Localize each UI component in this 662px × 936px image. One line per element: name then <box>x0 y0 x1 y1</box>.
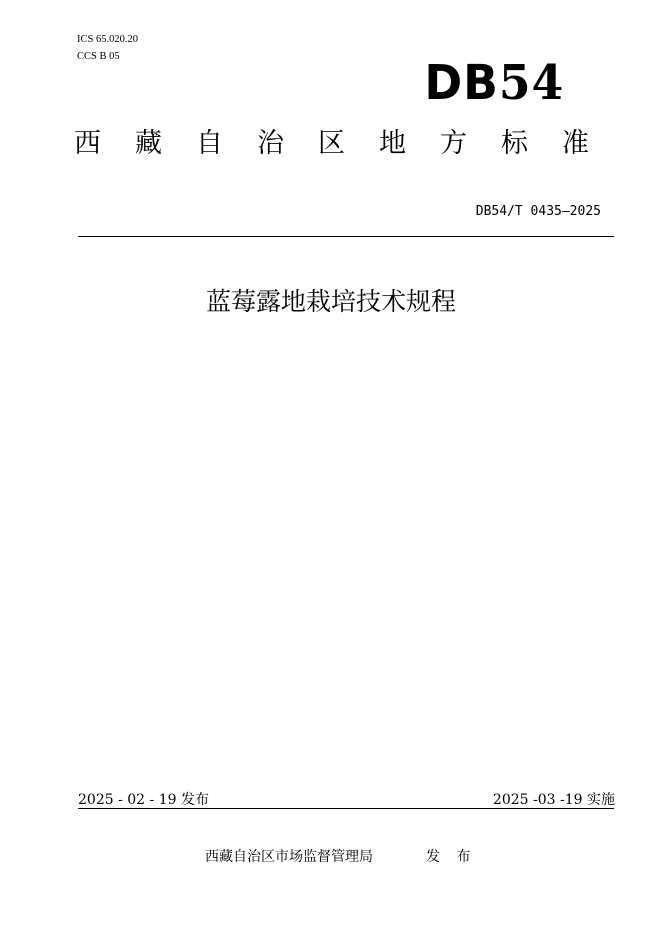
org-char: 自 <box>196 128 223 159</box>
bottom-divider <box>78 808 614 809</box>
org-char: 西 <box>74 128 101 159</box>
implementation-date: 2025 -03 -19 实施 <box>492 792 615 808</box>
org-char: 藏 <box>135 128 162 159</box>
document-title: 蓝莓露地栽培技术规程 <box>205 287 456 316</box>
org-char: 准 <box>562 128 589 159</box>
publisher: 西藏自治区市场监督管理局 <box>205 849 373 865</box>
issue-date: 2025 - 02 - 19 发布 <box>78 792 209 808</box>
logo-letters: DB <box>424 55 499 111</box>
standard-number: DB54/T 0435—2025 <box>475 204 601 219</box>
org-char: 标 <box>501 128 528 159</box>
org-char: 方 <box>440 128 467 159</box>
ics-code: ICS 65.020.20 <box>77 34 138 45</box>
organization-heading <box>74 128 589 160</box>
logo-number: 54 <box>498 55 564 111</box>
publish-label: 发 布 <box>426 849 477 865</box>
org-char: 区 <box>318 128 345 159</box>
org-char: 地 <box>379 128 406 159</box>
org-char: 治 <box>257 128 284 159</box>
standard-logo <box>424 55 564 111</box>
top-divider <box>78 236 614 237</box>
ccs-code: CCS B 05 <box>77 51 120 62</box>
